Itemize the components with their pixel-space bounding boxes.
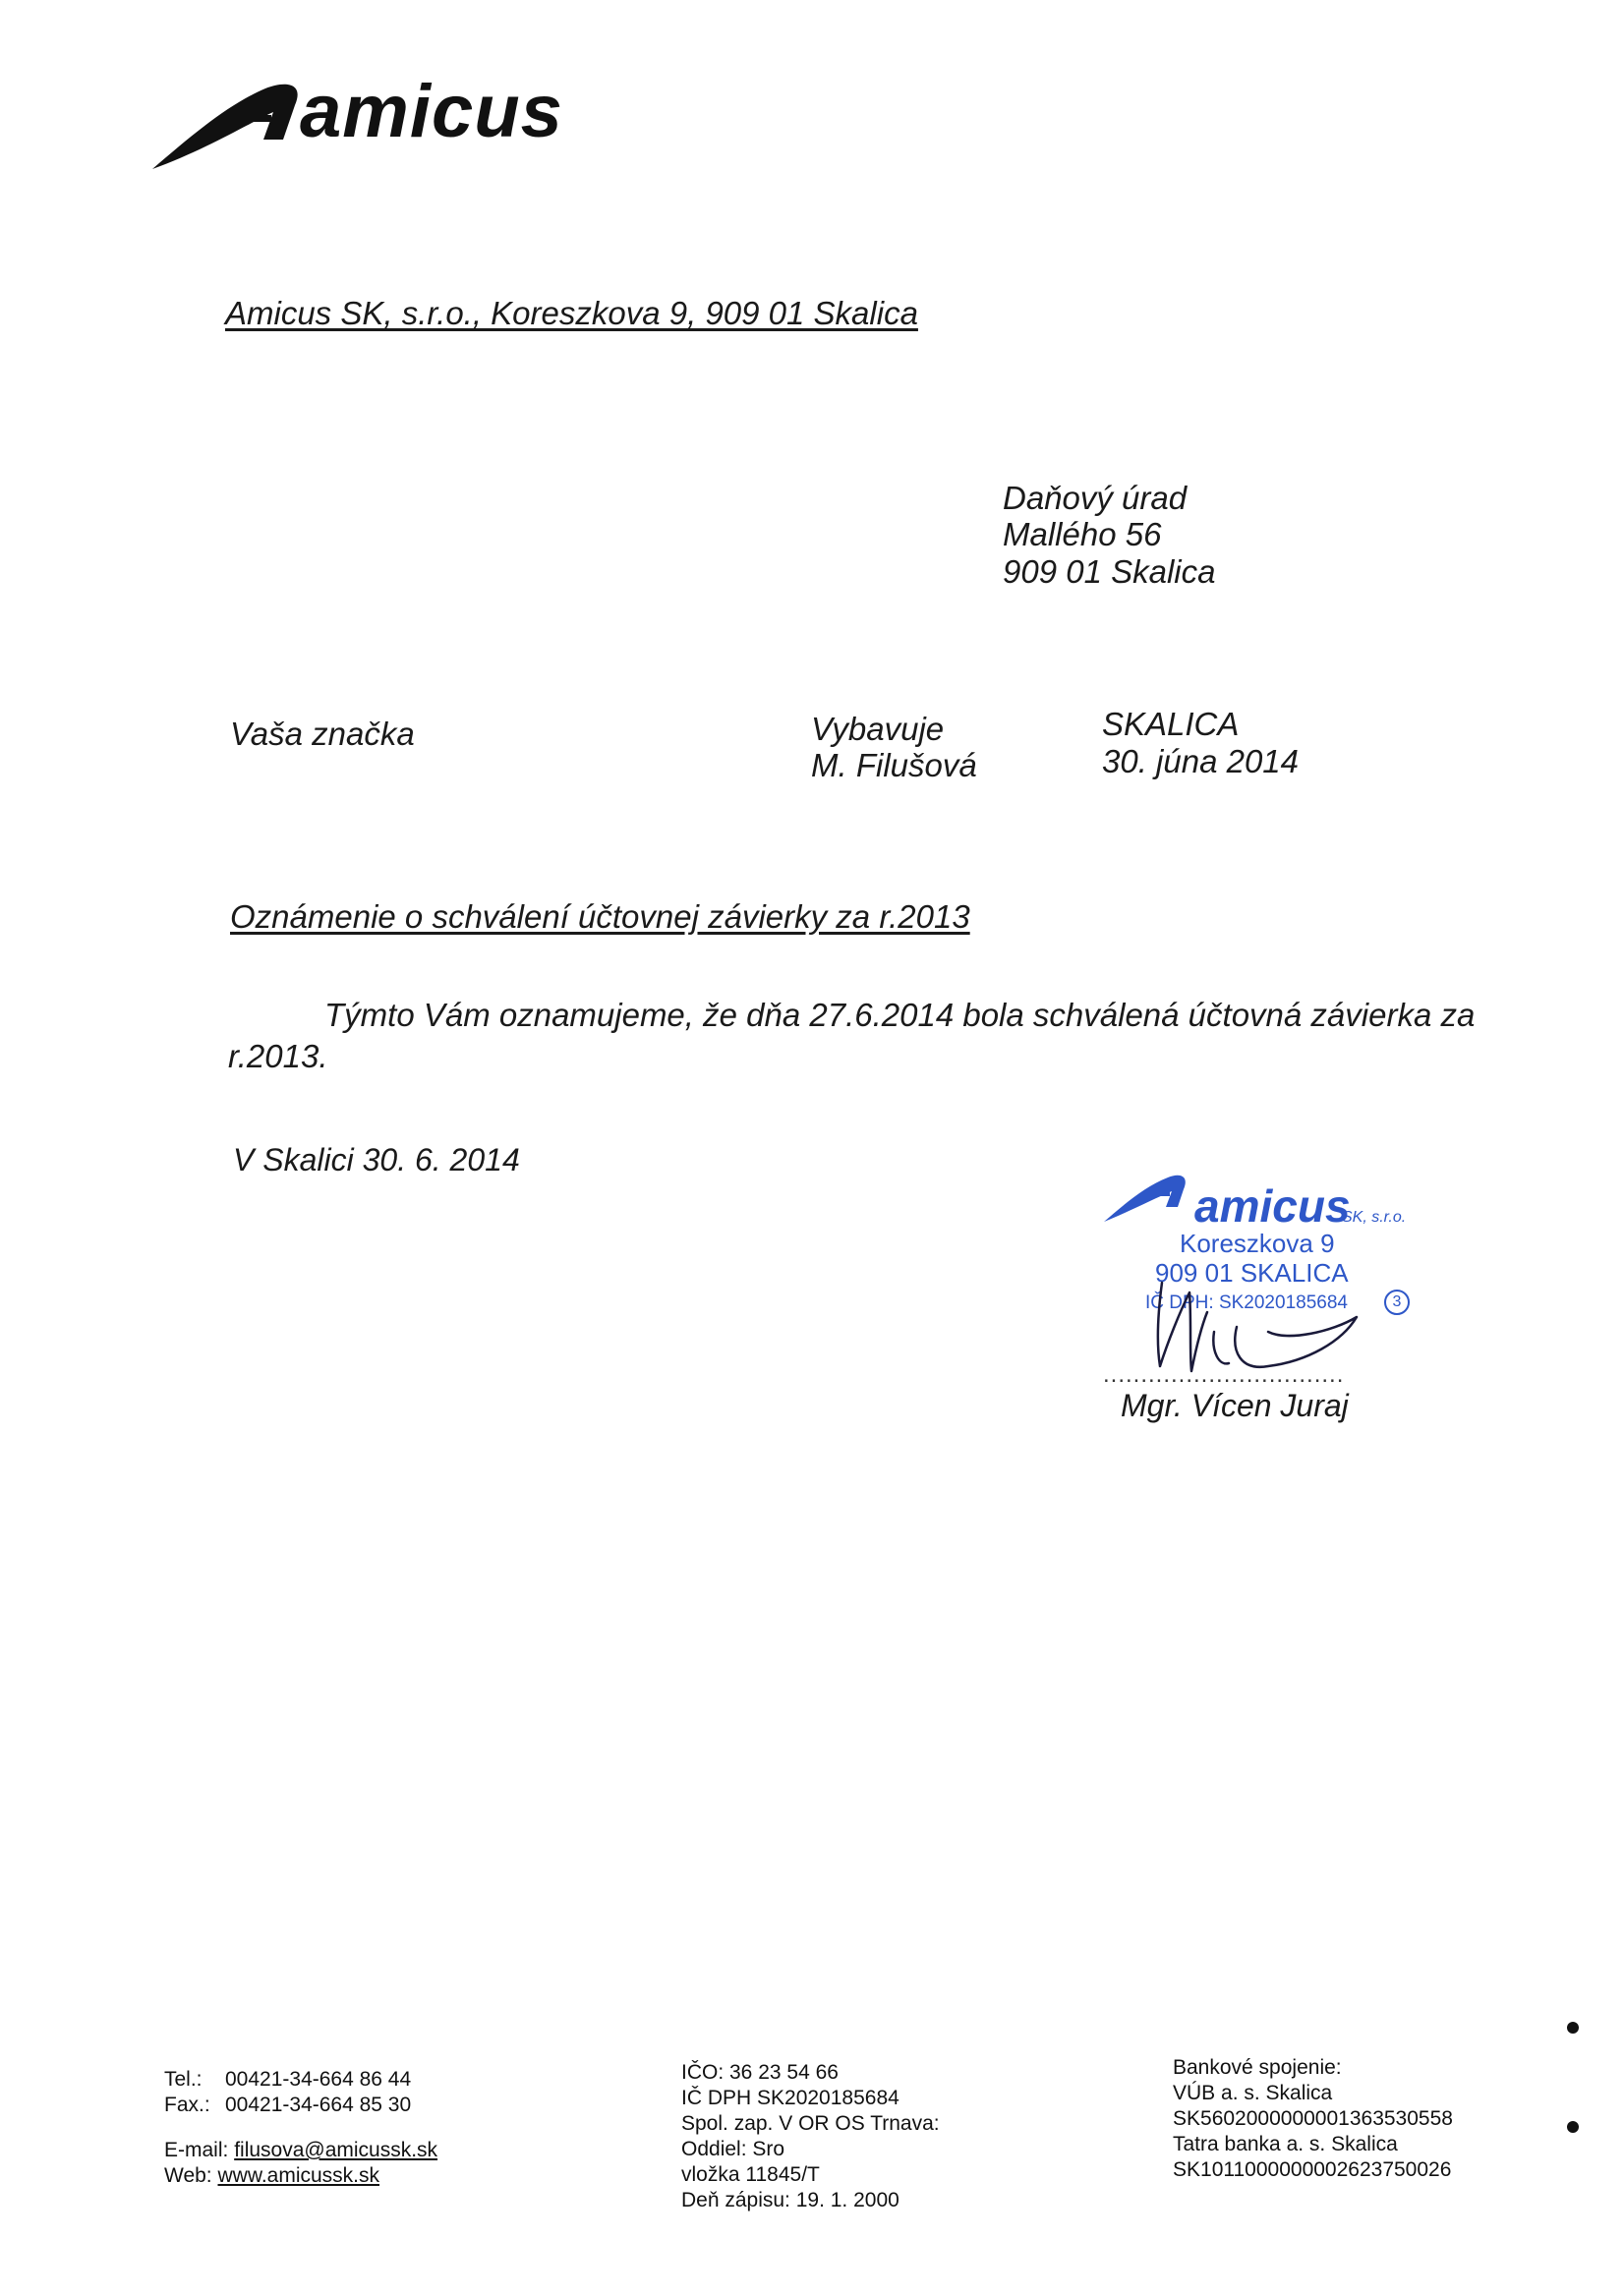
signer-name: Mgr. Vícen Juraj: [1121, 1388, 1349, 1423]
footer-tel-value: 00421-34-664 86 44: [225, 2068, 412, 2091]
footer-fax-label: Fax.:: [164, 2094, 210, 2116]
footer-fax-row: [164, 2093, 437, 2118]
stamp-number-badge: 3: [1384, 1290, 1410, 1315]
letter-date: 30. júna 2014: [1102, 743, 1300, 779]
stamp-company-name: amicus: [1194, 1180, 1351, 1232]
signature-line: ................................: [1103, 1361, 1345, 1388]
footer-ico: IČO: 36 23 54 66: [681, 2061, 839, 2084]
body-text-line-2: r.2013.: [228, 1038, 328, 1074]
footer-email-link[interactable]: filusova@amicussk.sk: [234, 2139, 438, 2161]
handled-by-name: M. Filušová: [811, 747, 977, 783]
footer-insert: vložka 11845/T: [681, 2163, 820, 2186]
your-reference-label: Vaša značka: [230, 716, 415, 752]
recipient-street: Mallého 56: [1003, 516, 1162, 552]
footer-registration-block: [681, 2060, 940, 2213]
footer-ic-dph: IČ DPH SK2020185684: [681, 2087, 899, 2109]
margin-dot: [1567, 2121, 1579, 2133]
body-text-line-1: Týmto Vám oznamujeme, že dňa 27.6.2014 bola schválená účtovná závierka za: [324, 997, 1476, 1033]
margin-dot: [1567, 2022, 1579, 2034]
footer-web-link[interactable]: www.amicussk.sk: [217, 2164, 380, 2187]
footer-section: Oddiel: Sro: [681, 2138, 785, 2160]
footer-bank2-iban: SK1011000000002623750026: [1173, 2158, 1452, 2181]
subject-line: Oznámenie o schválení účtovnej závierky za r.2013: [230, 898, 970, 935]
footer-bank2-name: Tatra banka a. s. Skalica: [1173, 2133, 1398, 2155]
recipient-name: Daňový úrad: [1003, 480, 1188, 516]
footer-bank-block: [1173, 2055, 1453, 2183]
footer-register: Spol. zap. V OR OS Trnava:: [681, 2112, 940, 2135]
company-logo-wordmark: amicus: [300, 70, 563, 153]
sender-address: Amicus SK, s.r.o., Koreszkova 9, 909 01 Skalica: [225, 295, 918, 331]
recipient-city: 909 01 Skalica: [1003, 553, 1216, 590]
footer-bank1-iban: SK5602000000001363530558: [1173, 2107, 1453, 2130]
footer-fax-value: 00421-34-664 85 30: [225, 2094, 412, 2116]
stamp-vat-number: IČ DPH: SK2020185684: [1145, 1292, 1348, 1313]
place-and-date: V Skalici 30. 6. 2014: [233, 1142, 520, 1177]
stamp-street: Koreszkova 9: [1180, 1229, 1335, 1258]
stamp-city: 909 01 SKALICA: [1155, 1258, 1349, 1288]
footer-email-row: [164, 2138, 437, 2163]
footer-contact-block: [164, 2067, 437, 2189]
footer-registration-date: Deň zápisu: 19. 1. 2000: [681, 2189, 899, 2211]
stamp-company-suffix: SK, s.r.o.: [1342, 1209, 1407, 1226]
footer-web-label: Web:: [164, 2164, 212, 2187]
stamp-logo-icon: [1099, 1168, 1197, 1227]
footer-bank1-name: VÚB a. s. Skalica: [1173, 2082, 1333, 2104]
footer-web-row: [164, 2163, 437, 2189]
place-label: SKALICA: [1102, 706, 1240, 742]
footer-tel-label: Tel.:: [164, 2068, 203, 2091]
footer-tel-row: [164, 2067, 437, 2093]
footer-bank-label: Bankové spojenie:: [1173, 2056, 1342, 2079]
footer-email-label: E-mail:: [164, 2139, 229, 2161]
handled-by-label: Vybavuje: [811, 711, 945, 747]
